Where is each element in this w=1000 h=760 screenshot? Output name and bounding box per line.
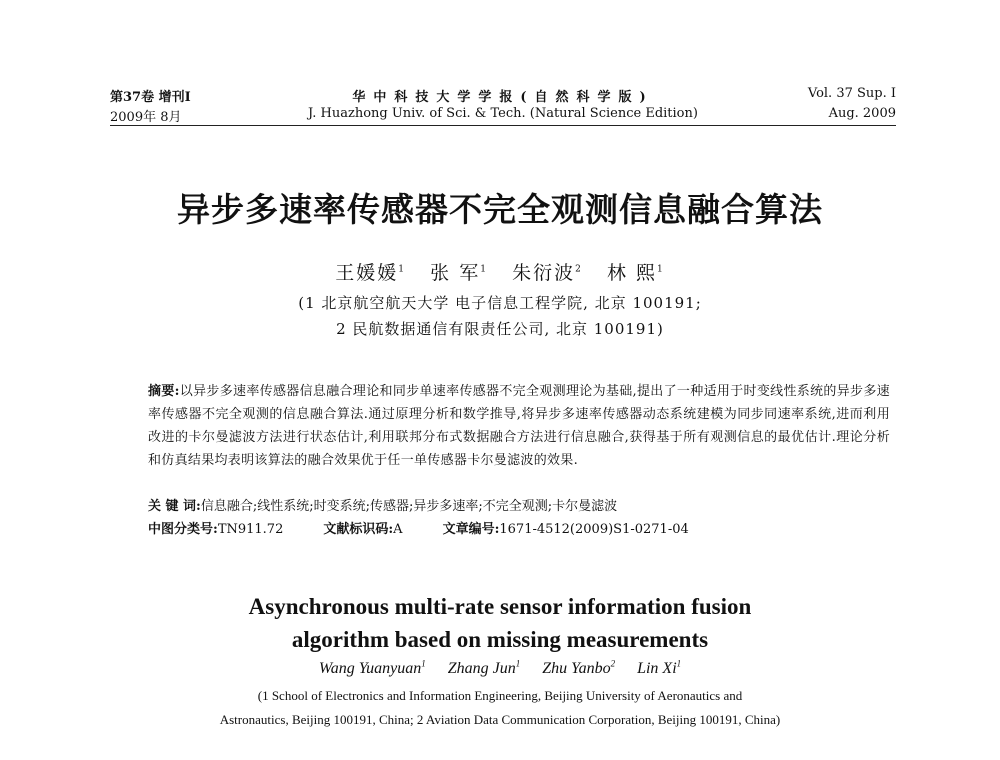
abstract-text: 以异步多速率传感器信息融合理论和同步单速率传感器不完全观测理论为基础,提出了一种适用于时变线性系统的异步多速率传感器不完全观测的信息融合算法.通过原理分析和数学推导,将异步多速率传感器动态系统建模为同步同速率系统,进而利用改进的卡尔曼滤波方法进行状态估计,利用联邦分布式数据融合方法进行信息融合,获得基于所有观测信息的最优估计.理论分析和仿真结果均表明该算法的融合效果优于任一单传感器卡尔曼滤波的效果. [148, 384, 890, 468]
title-en-line-1: Asynchronous multi-rate sensor information fusion [248, 594, 752, 619]
author-cn: 张 军$^1$ [430, 262, 488, 284]
title-cn: 异步多速率传感器不完全观测信息融合算法 [177, 190, 823, 229]
volume-cn: 第37卷 增刊Ⅰ [110, 90, 191, 105]
affiliation-cn-2: 2 民航数据通信有限责任公司, 北京 100191) [336, 320, 664, 338]
affiliation-en-1: (1 School of Electronics and Information Engineering, Beijing University of Aeronautics and [257, 688, 743, 703]
clc-label: 中图分类号: [148, 522, 218, 537]
date-en: Aug. 2009 [828, 106, 896, 121]
article-number-label: 文章编号: [442, 522, 500, 537]
journal-name-en: J. Huazhong Univ. of Sci. & Tech. (Natural Science Edition) [308, 106, 698, 121]
keywords-cn [148, 495, 890, 514]
title-en-line-2: algorithm based on missing measurements [291, 627, 709, 652]
keywords-text: 信息融合;线性系统;时变系统;传感器;异步多速率;不完全观测;卡尔曼滤波 [200, 499, 618, 514]
header-rule [110, 125, 896, 126]
running-header [110, 86, 896, 128]
author-cn: 林 熙$^1$ [606, 262, 665, 284]
date-cn: 2009年 8月 [110, 110, 182, 125]
author-cn: 王媛媛$^1$ [335, 262, 407, 284]
article-number-value: 1671-4512(2009)S1-0271-04 [499, 522, 689, 537]
authors-cn [0, 258, 1000, 285]
author-en: Lin Xi$^1$ [637, 658, 682, 677]
author-en: Zhu Yanbo$^2$ [542, 658, 616, 677]
abstract-cn [148, 380, 890, 472]
author-en: Wang Yuanyuan$^1$ [318, 658, 426, 677]
abstract-label: 摘要: [148, 384, 180, 399]
volume-en: Vol. 37 Sup. Ⅰ [807, 86, 896, 101]
author-en: Zhang Jun$^1$ [447, 658, 521, 677]
journal-name-cn: 华中科技大学学报(自然科学版) [352, 90, 654, 105]
affiliation-en-2: Astronautics, Beijing 100191, China; 2 Aviation Data Communication Corporation, Beijing 100191, China) [219, 712, 781, 727]
authors-en [0, 660, 1000, 678]
classification-line [148, 518, 890, 537]
author-cn: 朱衍波$^2$ [512, 262, 583, 284]
keywords-label: 关 键 词: [148, 499, 201, 514]
clc-value: TN911.72 [217, 522, 284, 537]
doc-code-value: A [393, 522, 403, 537]
doc-code-label: 文献标识码: [323, 522, 394, 537]
affiliation-cn-1: (1 北京航空航天大学 电子信息工程学院, 北京 100191; [298, 294, 702, 312]
